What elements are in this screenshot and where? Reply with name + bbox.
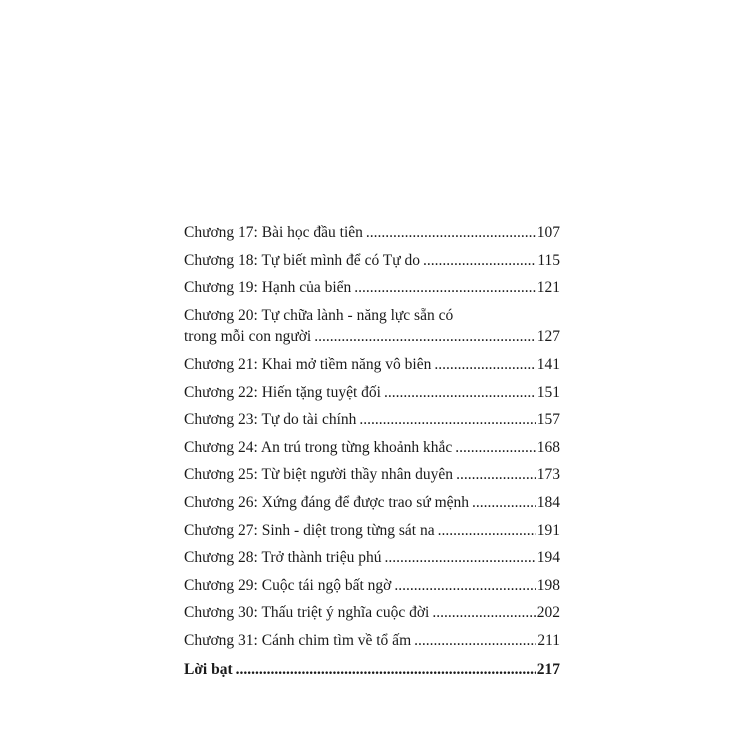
toc-entry-page: 157: [536, 411, 560, 429]
dot-leader: [423, 247, 536, 275]
dot-leader: [438, 517, 536, 545]
toc-entry-title: Chương 23: Tự do tài chính: [184, 411, 357, 429]
dot-leader: [359, 406, 535, 434]
toc-entry-title: Lời bạt: [184, 660, 233, 678]
dot-leader: [314, 323, 536, 351]
toc-entry: [184, 247, 560, 275]
toc-entry-page: 141: [536, 355, 560, 373]
toc-entry-title: trong mỗi con người: [184, 328, 312, 346]
dot-leader: [236, 656, 536, 684]
toc-entry-title: Chương 24: An trú trong từng khoảnh khắc: [184, 438, 453, 456]
dot-leader: [472, 489, 536, 517]
toc-entry-title: Chương 31: Cánh chim tìm về tổ ấm: [184, 631, 412, 649]
toc-entry-afterword: [184, 656, 560, 684]
dot-leader: [384, 379, 536, 407]
toc-entry-page: 151: [536, 383, 560, 401]
toc-entry: [184, 489, 560, 517]
toc-entry-page: 202: [536, 604, 560, 622]
dot-leader: [414, 627, 536, 655]
toc-entry-title: Chương 25: Từ biệt người thầy nhân duyên: [184, 466, 454, 484]
toc-entry-title: Chương 30: Thấu triệt ý nghĩa cuộc đời: [184, 604, 430, 622]
toc-entry: [184, 544, 560, 572]
toc-entry: [184, 323, 560, 351]
toc-entry: [184, 572, 560, 600]
toc-entry-title: Chương 22: Hiến tặng tuyệt đối: [184, 383, 381, 401]
toc-entry: [184, 219, 560, 247]
toc-entry: [184, 599, 560, 627]
toc-entry: [184, 517, 560, 545]
toc-entry-title: Chương 27: Sinh - diệt trong từng sát na: [184, 521, 435, 539]
dot-leader: [354, 274, 535, 302]
toc-entry-page: 191: [536, 521, 560, 539]
dot-leader: [456, 461, 536, 489]
toc-entry-page: 121: [536, 279, 560, 297]
toc-entry-multiline: [184, 302, 560, 351]
toc-entry-page: 194: [536, 549, 560, 567]
toc-entry-page: 173: [536, 466, 560, 484]
toc-entry-title: Chương 18: Tự biết mình để có Tự do: [184, 251, 421, 269]
toc-entry: [184, 274, 560, 302]
toc-entry-page: 168: [536, 438, 560, 456]
toc-entry-title: Chương 17: Bài học đầu tiên: [184, 224, 363, 241]
toc-entry: [184, 434, 560, 462]
toc-entry: [184, 461, 560, 489]
toc-entry-page: 211: [537, 631, 560, 649]
dot-leader: [455, 434, 536, 462]
dot-leader: [434, 351, 535, 379]
toc-entry: [184, 406, 560, 434]
toc-entry-page: 198: [536, 576, 560, 594]
dot-leader: [432, 599, 535, 627]
toc-entry-page: 115: [537, 251, 560, 269]
toc-entry-page: 217: [536, 660, 560, 678]
toc-entry-title: Chương 28: Trở thành triệu phú: [184, 549, 382, 567]
toc-entry-page: 184: [536, 493, 560, 511]
dot-leader: [394, 572, 535, 600]
toc-entry: [184, 627, 560, 655]
toc-entry-title: Chương 19: Hạnh của biển: [184, 279, 352, 297]
toc-entry-title-line1: Chương 20: Tự chữa lành - năng lực sẵn có: [184, 306, 454, 324]
toc-entry-title: Chương 26: Xứng đáng để được trao sứ mệnh: [184, 493, 470, 511]
toc-entry: [184, 351, 560, 379]
toc-entry-title: Chương 21: Khai mở tiềm năng vô biên: [184, 355, 432, 373]
toc-entry: [184, 379, 560, 407]
toc-entry-title: Chương 29: Cuộc tái ngộ bất ngờ: [184, 576, 392, 594]
table-of-contents: [184, 219, 560, 683]
dot-leader: [366, 219, 536, 247]
dot-leader: [384, 544, 535, 572]
toc-entry-page: 127: [536, 328, 560, 346]
toc-entry-page: 107: [536, 224, 560, 241]
